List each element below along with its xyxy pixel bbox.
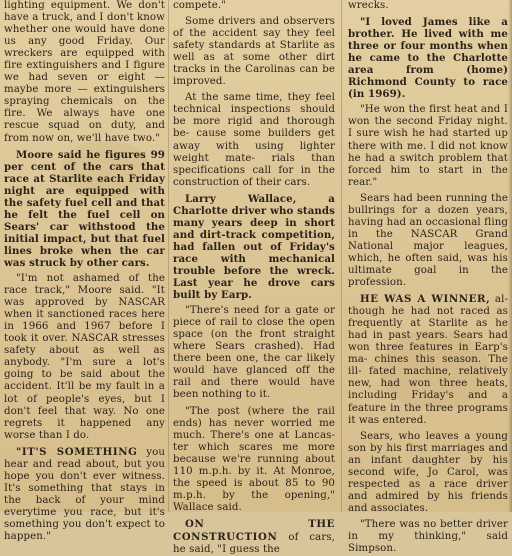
text-line: admired by his friends and bbox=[348, 490, 508, 514]
text-line: you race, but it's something bbox=[4, 506, 165, 530]
text-line: "The post (where the rail bbox=[185, 405, 335, 417]
article-paragraph bbox=[173, 16, 335, 88]
page-edge-shadow bbox=[508, 0, 512, 512]
article-paragraph bbox=[348, 0, 508, 12]
text-line: respected as a race driver and bbox=[348, 478, 508, 502]
text-line: have a truck, and I don't know bbox=[4, 12, 165, 24]
text-line: he had a switch problem that bbox=[348, 152, 508, 164]
text-line: to race (in 1969). bbox=[348, 76, 508, 101]
text-line: improved. bbox=[173, 76, 226, 88]
section-lead-in: HE WAS A WINNER, bbox=[360, 293, 491, 306]
text-line: "There was no better driver bbox=[360, 518, 508, 530]
article-paragraph bbox=[173, 193, 335, 301]
column-divider bbox=[168, 0, 169, 512]
text-line: "I loved James like a bbox=[360, 16, 508, 29]
text-line: back of your mind everytime bbox=[4, 494, 165, 518]
text-line: more rigid and thorough be- bbox=[173, 116, 335, 140]
text-line: Larry Wallace, a Charlotte bbox=[173, 192, 335, 217]
text-line: compete." bbox=[173, 0, 226, 11]
text-line: wrecks. bbox=[348, 0, 389, 11]
text-line: in my thinking," said Simpson. bbox=[348, 530, 508, 555]
text-line: of bbox=[277, 531, 310, 543]
text-line: you don't expect to happen." bbox=[4, 518, 165, 543]
text-line: you hear bbox=[4, 446, 165, 470]
text-line: year he drove cars built by bbox=[173, 277, 335, 302]
text-line: much. There's one at Lancas- bbox=[173, 429, 335, 441]
text-line: with using lighter weight mate- bbox=[173, 140, 335, 164]
article-paragraph bbox=[348, 104, 508, 188]
text-line: of the accident say they feel bbox=[173, 28, 335, 40]
text-line: "I'm sure a lot's going to be bbox=[4, 357, 165, 381]
text-line: tracks in the Carolinas can be bbox=[173, 64, 335, 76]
article-paragraph bbox=[348, 16, 508, 100]
text-line: had won three heats, including bbox=[348, 378, 509, 402]
text-line: lighting equipment. We don't bbox=[4, 0, 165, 11]
text-line: maybe more — extinguishers bbox=[4, 84, 165, 96]
text-line: he often said, was his ultimate bbox=[348, 252, 508, 276]
text-line: squad on duty, and from now bbox=[4, 120, 165, 144]
text-line: race track," Moore said. "It bbox=[4, 285, 165, 297]
text-line: Starlite each Friday night are bbox=[4, 172, 165, 197]
text-line: equipped with the safety fuel bbox=[4, 184, 165, 209]
text-line: us any good Friday. Our bbox=[4, 36, 165, 48]
text-line: Moore said he figures 99 per bbox=[4, 148, 165, 173]
text-line: ter which scares me more bbox=[173, 441, 335, 453]
text-line: for in the construction of their bbox=[173, 164, 335, 188]
text-line: about as well as anybody. bbox=[4, 345, 165, 369]
text-line: sure wish he had started up bbox=[356, 128, 508, 140]
text-line: whether one would have done bbox=[4, 24, 165, 36]
text-line: there been one, the car likely bbox=[173, 353, 335, 365]
text-line: three features in Earp's ma- bbox=[348, 342, 508, 366]
text-line: in 1966 and 1967 before I took it bbox=[4, 321, 165, 345]
text-line: because we're running about 110 bbox=[173, 453, 335, 477]
text-line: cell and that he felt the fuel bbox=[4, 196, 165, 221]
text-line: space (on the front straight bbox=[173, 329, 335, 341]
text-line: We always have one rescue bbox=[4, 108, 166, 132]
text-line: any worse than I do. bbox=[4, 417, 165, 441]
text-line: said about the accident. It'll be bbox=[4, 369, 165, 393]
text-line: rear." bbox=[348, 176, 378, 188]
text-line: my fault in a lot of people's bbox=[4, 381, 165, 405]
article-paragraph bbox=[173, 0, 335, 12]
text-line: though he had not raced as bbox=[348, 306, 508, 318]
text-line: was approved by NASCAR bbox=[4, 297, 165, 309]
text-line: struck by other cars. bbox=[29, 256, 150, 269]
text-line: we had seven or eight — bbox=[4, 72, 165, 84]
article-paragraph bbox=[173, 406, 335, 514]
text-line: brother. He lived with me bbox=[348, 28, 508, 41]
text-line: speed is about 85 to 90 m.p.h. bbox=[173, 477, 336, 501]
text-line: forced him to start in the bbox=[348, 164, 508, 176]
text-line: fire extinguishers and I figure bbox=[4, 60, 165, 72]
text-line: from (home) Richmond County bbox=[348, 64, 508, 89]
text-line: competition, had fallen out of bbox=[173, 228, 335, 253]
text-line: and there would have been bbox=[173, 377, 335, 401]
column-divider bbox=[341, 0, 342, 512]
text-line: cars. bbox=[284, 176, 311, 188]
text-line: rials than specifications call bbox=[173, 152, 335, 176]
text-line: driver who stands many years bbox=[173, 204, 335, 229]
text-line: Friday's race with mechanical bbox=[173, 240, 335, 265]
article-column-3 bbox=[348, 0, 509, 555]
text-line: three or four months when he bbox=[348, 40, 508, 65]
text-line: goal in the profession. bbox=[348, 264, 508, 289]
article-column-1 bbox=[4, 0, 166, 543]
text-line: three programs it was entered. bbox=[348, 402, 508, 426]
text-line: technical inspections should be bbox=[173, 104, 335, 128]
article-paragraph bbox=[4, 0, 165, 145]
text-line: al- bbox=[490, 294, 508, 306]
text-line: deep in short and dirt-track bbox=[173, 216, 335, 241]
text-line: by the opening," Wallace said. bbox=[173, 489, 335, 513]
text-line: there with me. I did not know bbox=[348, 140, 508, 152]
text-line: cause some builders get away bbox=[173, 128, 335, 152]
text-line: the initial impact, but that fuel bbox=[4, 220, 165, 245]
text-line: piece of rail to close the open bbox=[173, 317, 335, 329]
text-line: an infant daughter by his bbox=[348, 454, 508, 466]
text-line: trouble before the wreck. Last bbox=[173, 264, 335, 290]
text-line: in past years. Sears had won bbox=[348, 330, 509, 354]
article-paragraph bbox=[4, 446, 165, 543]
text-line: lines broke when the car was bbox=[4, 244, 165, 269]
text-line: Some drivers and observers bbox=[185, 16, 335, 28]
text-line: well as at some other dirt bbox=[173, 52, 335, 64]
article-paragraph bbox=[173, 518, 335, 556]
article-paragraph bbox=[348, 431, 508, 515]
text-line: son by his first marriages and bbox=[348, 442, 508, 454]
article-paragraph bbox=[4, 273, 165, 442]
text-line: having had an occasional bbox=[348, 216, 485, 228]
article-paragraph bbox=[173, 92, 335, 188]
text-line: safety standards at Starlite as bbox=[173, 40, 335, 52]
section-lead-in: "IT'S SOMETHING bbox=[16, 445, 138, 458]
text-line: wreckers are equipped with bbox=[4, 48, 165, 60]
text-line: At the same time, they feel bbox=[185, 92, 335, 104]
text-line: where Sears crashed). Had bbox=[173, 341, 335, 353]
section-lead-in: ON THE CONSTRUCTION bbox=[173, 517, 335, 543]
text-line: bullrings for a dozen years, bbox=[348, 204, 508, 216]
text-line: Sears had been running the bbox=[360, 192, 508, 204]
text-line: frequently at Starlite as he had bbox=[348, 318, 508, 342]
text-line: ends) has never worried me bbox=[173, 417, 335, 429]
text-line: would have glanced off the rail bbox=[173, 365, 335, 389]
article-paragraph bbox=[348, 519, 508, 555]
text-line: "I'm not ashamed of the bbox=[16, 273, 165, 285]
text-line: Earp. bbox=[221, 289, 252, 302]
text-line: on, we'll have two." bbox=[57, 132, 161, 144]
text-line: fated machine, relatively new, bbox=[348, 366, 508, 390]
text-line: came to the Charlotte area bbox=[348, 52, 508, 77]
text-line: "There's need for a gate or bbox=[185, 305, 335, 317]
text-line: second wife, Jo Carol, was bbox=[348, 466, 508, 478]
text-line: Sears, who leaves a young bbox=[360, 430, 508, 442]
text-line: you don't ever witness. It's bbox=[4, 470, 166, 494]
article-paragraph bbox=[173, 305, 335, 401]
article-paragraph bbox=[348, 293, 508, 427]
text-line: fling in the NASCAR Grand bbox=[348, 216, 508, 240]
text-line: won the second Friday night. I bbox=[348, 116, 508, 140]
article-paragraph bbox=[4, 149, 165, 269]
article-column-2 bbox=[173, 0, 336, 556]
article-paragraph bbox=[348, 193, 508, 289]
text-line: spraying chemicals on the fire. bbox=[4, 96, 165, 120]
text-line: when it sanctioned races here bbox=[4, 309, 165, 321]
text-line: cars, he said, "I guess the bbox=[173, 531, 335, 556]
text-line: associates. bbox=[370, 502, 429, 514]
text-line: over. NASCAR stresses safety bbox=[4, 333, 165, 357]
text-line: National major leagues, which, bbox=[348, 240, 508, 264]
text-line: something that stays in the bbox=[4, 482, 165, 506]
text-line: Friday's and a feature in the bbox=[348, 390, 508, 414]
text-line: cent of the cars that race at bbox=[4, 160, 166, 185]
text-line: cell on Sears' car withstood bbox=[4, 208, 166, 233]
text-line: No one regrets it happened bbox=[4, 405, 165, 429]
text-line: and read about, but you hope bbox=[4, 458, 165, 482]
text-line: eyes, but I don't feel that way. bbox=[4, 393, 165, 417]
text-line: "He won the first heat and I bbox=[360, 104, 508, 116]
text-line: chines this season. The ill- bbox=[348, 354, 508, 378]
text-line: m.p.h. by it. At Monroe, the bbox=[173, 465, 335, 489]
text-line: nothing to it. bbox=[201, 389, 271, 401]
